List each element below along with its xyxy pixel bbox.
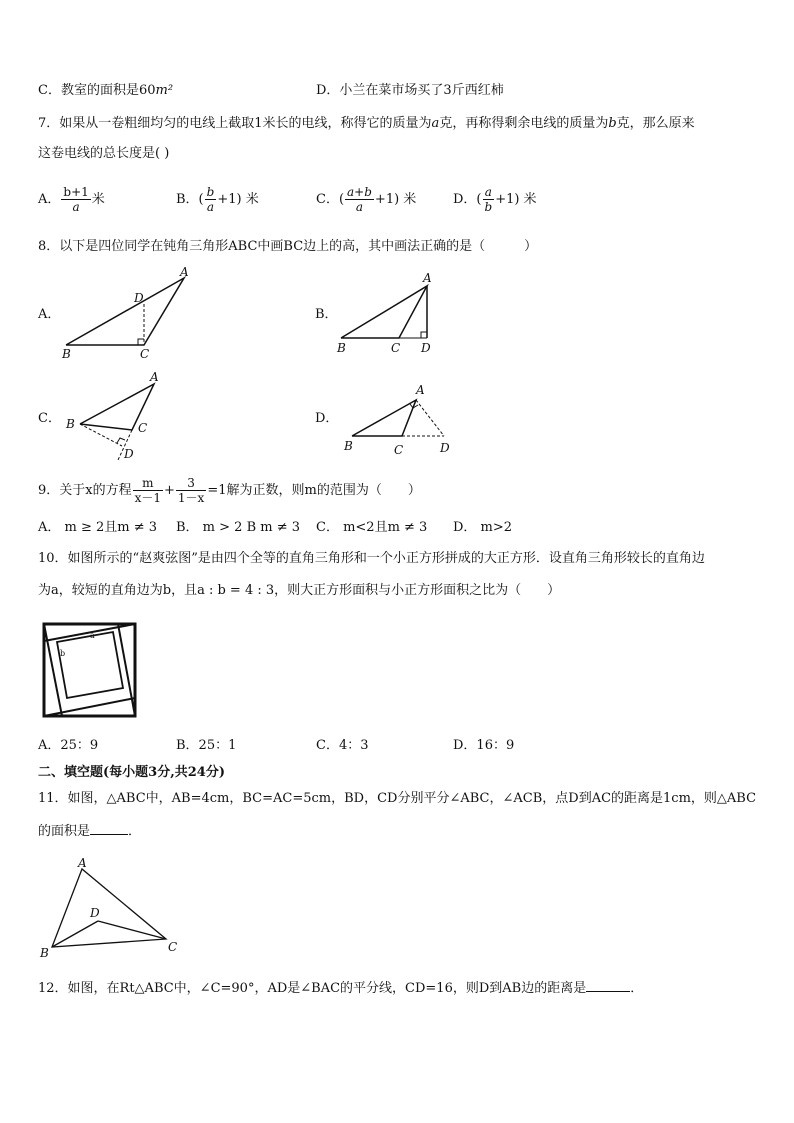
- q11-triangle-figure: [38, 855, 188, 965]
- q7-option-b: B．( $\frac{b}{a}$ +1) 米: [176, 185, 259, 214]
- q7-stem-line1: 7．如果从一卷粗细均匀的电线上截取1米长的电线，称得它的质量为a克，再称得剩余电线的质量为b克，那么原来: [38, 116, 695, 131]
- q10-zhao-shuang-figure: [40, 620, 140, 720]
- q10-label-b: b: [60, 649, 66, 658]
- q7-option-a: A． $\frac{b+1}{a}$ 米: [38, 185, 105, 214]
- q8b-right-angle-mark: [421, 332, 427, 338]
- q8-figure-b: [337, 272, 447, 357]
- q11-stem-line1: 11．如图，△ABC中，AB=4cm，BC=AC=5cm，BD，CD分别平分∠ABC，∠ACB，点D到AC的距离是1cm，则△ABC: [38, 791, 757, 806]
- q8c-label-d: D: [124, 447, 134, 461]
- q12-stem: 12．如图，在Rt△ABC中，∠C=90°，AD是∠BAC的平分线，CD=16，则D到AB边的距离是 ．: [38, 977, 643, 998]
- q9-fraction-2: $\frac{3}{1-x}$: [177, 476, 205, 505]
- q6-option-c: [38, 82, 173, 100]
- q8-label-c: C．: [38, 411, 61, 426]
- q7-option-b-fraction: $\frac{b}{a}$: [206, 185, 215, 214]
- q11-label-a: A: [78, 856, 87, 870]
- q10-option-b: B．25：1: [176, 738, 237, 753]
- q8-label-a: A．: [38, 307, 61, 322]
- q7-var-a: a: [431, 116, 440, 131]
- q8a-label-b: B: [62, 347, 71, 361]
- q8c-label-a: A: [150, 370, 159, 384]
- q10-stem-line2: 为a，较短的直角边为b，且a : b = 4 : 3，则大正方形面积与小正方形面积之比为（ ）: [38, 583, 561, 598]
- q9-option-d: D． m>2: [453, 520, 513, 535]
- q8-label-d: D．: [315, 411, 339, 426]
- q8a-label-d: D: [134, 291, 144, 305]
- q8a-triangle: [66, 278, 184, 345]
- q8d-label-d: D: [440, 441, 450, 455]
- q7-option-a-fraction: $\frac{b+1}{a}$: [63, 185, 89, 214]
- q7-option-d: D．( $\frac{a}{b}$ +1) 米: [453, 185, 537, 214]
- q7-stem-line2: 这卷电线的总长度是( ): [38, 146, 170, 161]
- q10-stem-line1: 10．如图所示的“赵爽弦图”是由四个全等的直角三角形和一个小正方形拼成的大正方形．设直角三角形较长的直角边: [38, 551, 705, 566]
- q8b-label-b: B: [337, 341, 346, 355]
- q6-option-c-unit: m²: [155, 83, 174, 98]
- q8d-label-b: B: [344, 439, 353, 453]
- q8a-label-c: C: [140, 347, 150, 361]
- q8a-label-a: A: [180, 265, 189, 279]
- section-2-title: 二、填空题(每小题3分,共24分): [38, 765, 225, 780]
- q9-option-b: B． m > 2 B m ≠ 3: [176, 520, 301, 535]
- q6-option-d: D．小兰在菜市场买了3斤西红柿: [316, 83, 504, 98]
- q10-label-a: a: [90, 631, 95, 640]
- q10-option-d: D．16：9: [453, 738, 515, 753]
- q7-var-b: b: [608, 116, 617, 131]
- q9-fraction-1: $\frac{m}{x-1}$: [134, 476, 162, 505]
- q8b-label-c: C: [391, 341, 401, 355]
- q10-hypotenuse-3: [44, 698, 135, 716]
- q10-option-c: C．4：3: [316, 738, 369, 753]
- q8-figure-a: [60, 265, 200, 361]
- q8c-right-angle-mark: [117, 438, 125, 443]
- q8-figure-c: [64, 372, 174, 467]
- q11-segment-bd: [52, 921, 98, 947]
- q11-answer-blank[interactable]: [90, 820, 128, 835]
- q8c-label-c: C: [138, 421, 148, 435]
- q12-answer-blank[interactable]: [586, 977, 630, 992]
- q11-stem-line2: 的面积是 ．: [38, 820, 141, 841]
- q8-label-b: B．: [315, 307, 338, 322]
- q8d-label-c: C: [394, 443, 404, 457]
- q11-label-d: D: [90, 906, 100, 920]
- q9-stem: 9．关于x的方程 $\frac{m}{x-1}$ + $\frac{3}{1-x}$ =1解为正数，则m的范围为（ ）: [38, 476, 421, 505]
- q7-option-d-fraction: $\frac{a}{b}$: [484, 185, 493, 214]
- q7-option-c: C．( $\frac{a+b}{a}$ +1) 米: [316, 185, 417, 214]
- q10-option-a: A．25：9: [38, 738, 99, 753]
- q7-option-c-fraction: $\frac{a+b}{a}$: [347, 185, 372, 214]
- q6-option-c-text: C．教室的面积是60: [38, 83, 156, 98]
- q8b-label-d: D: [421, 341, 431, 355]
- q8c-label-b: B: [66, 417, 75, 431]
- q8-stem: 8．以下是四位同学在钝角三角形ABC中画BC边上的高，其中画法正确的是（ ）: [38, 239, 538, 254]
- q9-option-a: A． m ≥ 2且m ≠ 3: [38, 520, 158, 535]
- q8a-right-angle-mark: [138, 339, 144, 345]
- q8b-label-a: A: [423, 271, 432, 285]
- q8d-label-a: A: [416, 383, 425, 397]
- q11-label-c: C: [168, 940, 178, 954]
- q8b-triangle: [341, 286, 427, 338]
- q11-label-b: B: [40, 946, 49, 960]
- q8d-triangle: [352, 400, 416, 436]
- q11-triangle: [52, 869, 166, 947]
- q9-option-c: C． m<2且m ≠ 3: [316, 520, 428, 535]
- q8-figure-d: [342, 382, 457, 462]
- q8c-altitude: [80, 424, 122, 446]
- q10-inner-square: [57, 632, 123, 698]
- q8d-altitude: [416, 400, 444, 436]
